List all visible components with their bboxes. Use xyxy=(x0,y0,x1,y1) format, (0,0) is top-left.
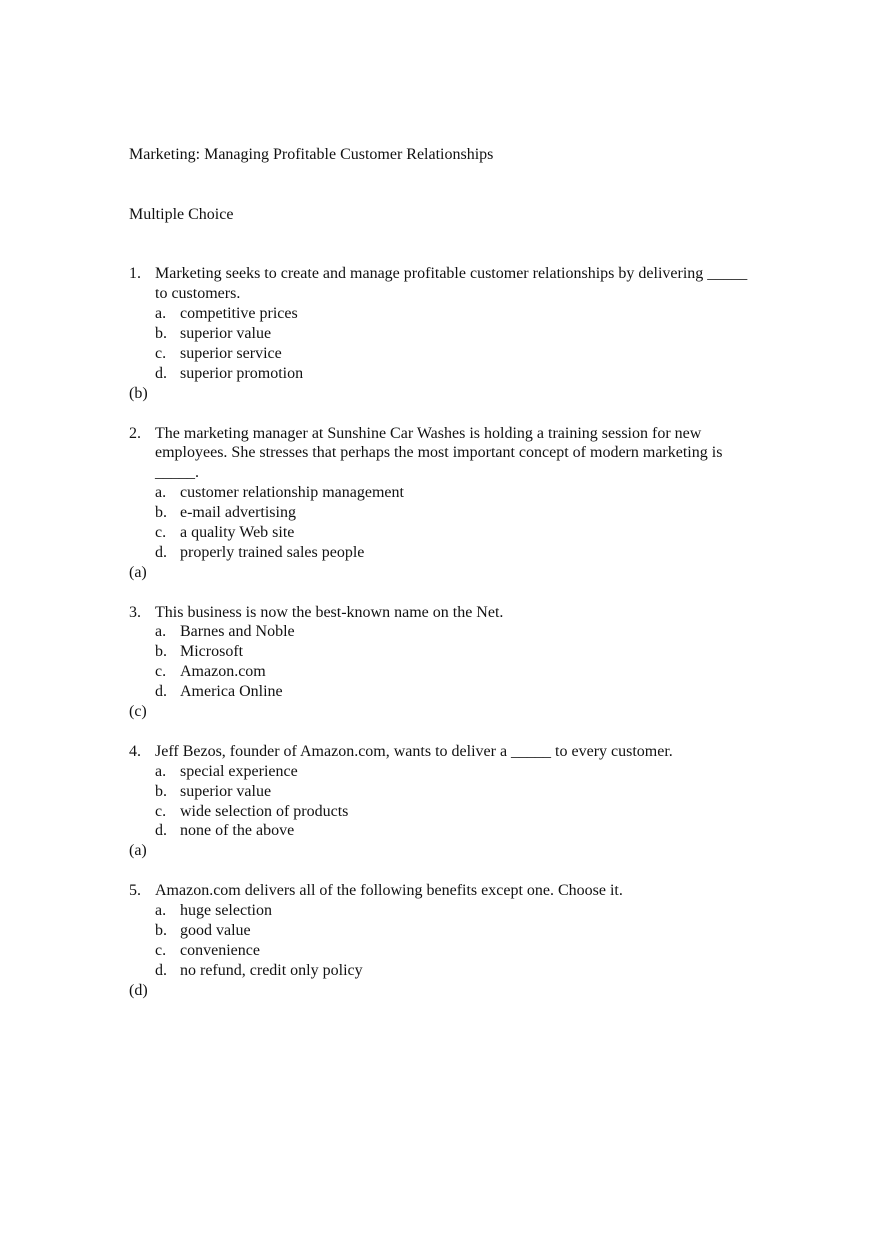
option-letter: d. xyxy=(155,543,167,561)
question-text: Amazon.com delivers all of the following benefits except one. Choose it. xyxy=(155,882,623,900)
option-text: superior value xyxy=(180,782,272,800)
option-text: no refund, credit only policy xyxy=(180,961,363,979)
answer-option xyxy=(155,622,769,642)
answer-option xyxy=(155,762,769,782)
option-letter: c. xyxy=(155,344,167,362)
answer-option xyxy=(155,324,769,344)
question-text: Marketing seeks to create and manage profitable customer relationships by delivering _____ to customers. xyxy=(155,265,748,303)
answer-option xyxy=(155,921,769,941)
option-text: America Online xyxy=(180,683,283,701)
answer-key: (d) xyxy=(129,981,148,999)
answer-option xyxy=(155,344,769,364)
question-number: 2. xyxy=(129,424,141,442)
option-letter: c. xyxy=(155,802,167,820)
question-number: 5. xyxy=(129,882,141,900)
option-letter: c. xyxy=(155,524,167,541)
option-letter: b. xyxy=(155,325,167,343)
option-letter: a. xyxy=(155,484,167,502)
option-text: properly trained sales people xyxy=(180,543,365,561)
option-letter: a. xyxy=(155,623,167,641)
option-letter: c. xyxy=(155,941,167,959)
question-text: The marketing manager at Sunshine Car Washes is holding a training session for new employees. She stresses that perhaps the most important concept of modern marketing is _____. xyxy=(155,424,723,482)
option-text: superior promotion xyxy=(180,364,304,382)
answer-option xyxy=(155,662,769,682)
option-text: a quality Web site xyxy=(180,524,295,541)
option-letter: c. xyxy=(155,663,167,681)
answer-option xyxy=(155,364,769,384)
answer-option xyxy=(155,304,769,324)
answer-option xyxy=(155,523,769,543)
question-list xyxy=(129,264,769,1020)
option-text: wide selection of products xyxy=(180,802,349,820)
option-text: Amazon.com xyxy=(180,663,266,681)
option-letter: a. xyxy=(155,305,167,323)
option-letter: a. xyxy=(155,901,167,919)
option-text: convenience xyxy=(180,941,260,959)
option-text: Barnes and Noble xyxy=(180,623,295,641)
answer-option xyxy=(155,543,769,563)
question-5 xyxy=(129,881,769,1020)
question-3 xyxy=(129,603,769,742)
question-text: This business is now the best-known name on the Net. xyxy=(155,603,504,621)
question-4 xyxy=(129,742,769,881)
option-text: competitive prices xyxy=(180,305,298,323)
option-letter: d. xyxy=(155,822,167,840)
question-number: 4. xyxy=(129,742,141,760)
option-letter: b. xyxy=(155,921,167,939)
section-heading: Multiple Choice xyxy=(129,205,234,223)
answer-option xyxy=(155,961,769,981)
option-letter: b. xyxy=(155,782,167,800)
option-text: none of the above xyxy=(180,822,295,840)
answer-option xyxy=(155,483,769,503)
option-text: e-mail advertising xyxy=(180,504,296,522)
option-letter: d. xyxy=(155,683,167,701)
question-number: 1. xyxy=(129,265,141,283)
option-text: huge selection xyxy=(180,901,272,919)
option-letter: b. xyxy=(155,643,167,661)
option-text: superior service xyxy=(180,344,282,362)
option-text: Microsoft xyxy=(180,643,244,661)
answer-option xyxy=(155,682,769,702)
document-title: Marketing: Managing Profitable Customer Relationships xyxy=(129,146,494,163)
option-text: good value xyxy=(180,921,251,939)
question-text: Jeff Bezos, founder of Amazon.com, wants to deliver a _____ to every customer. xyxy=(155,742,673,760)
option-letter: d. xyxy=(155,961,167,979)
answer-option xyxy=(155,802,769,822)
answer-option xyxy=(155,901,769,921)
option-text: customer relationship management xyxy=(180,484,404,502)
answer-option xyxy=(155,941,769,961)
answer-option xyxy=(155,821,769,841)
answer-key: (a) xyxy=(129,842,147,860)
option-text: superior value xyxy=(180,325,272,343)
option-letter: b. xyxy=(155,504,167,522)
question-number: 3. xyxy=(129,603,141,621)
answer-key: (c) xyxy=(129,703,147,721)
option-letter: a. xyxy=(155,762,167,780)
question-1 xyxy=(129,264,769,423)
answer-key: (a) xyxy=(129,563,147,581)
answer-option xyxy=(155,642,769,662)
answer-key: (b) xyxy=(129,384,148,402)
question-2 xyxy=(129,424,769,603)
document-page xyxy=(129,145,769,1020)
option-text: special experience xyxy=(180,762,298,780)
answer-option xyxy=(155,782,769,802)
answer-option xyxy=(155,503,769,523)
option-letter: d. xyxy=(155,364,167,382)
